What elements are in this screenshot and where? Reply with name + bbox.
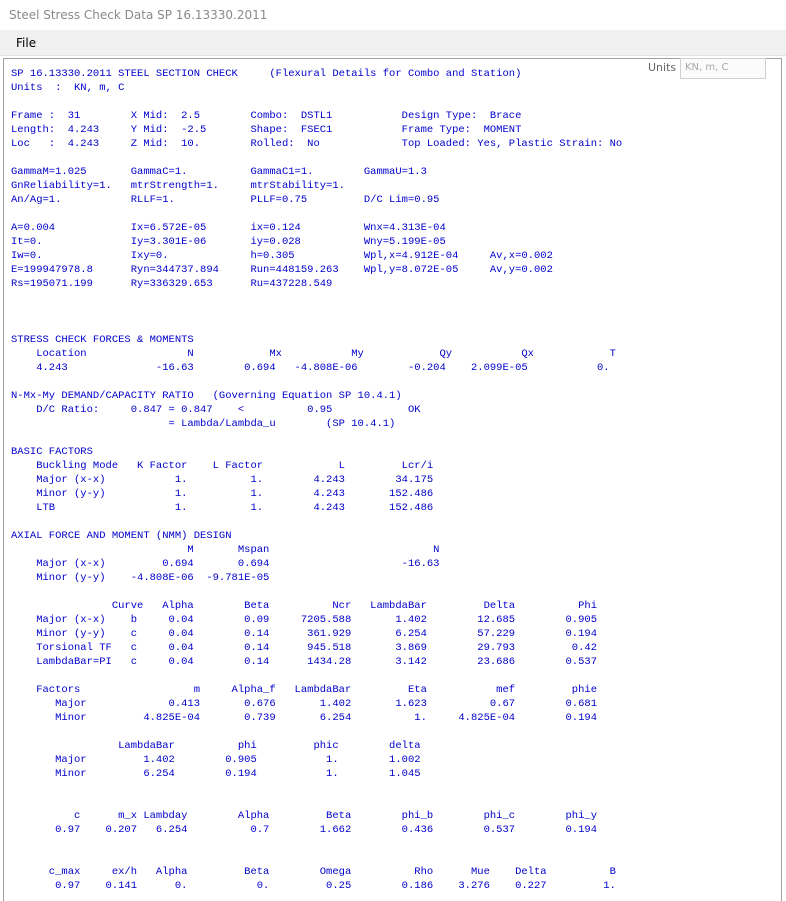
report-line: A=0.004 Ix=6.572E-05 ix=0.124 Wnx=4.313E-04 [11, 222, 446, 234]
report-line: E=199947978.8 Ryn=344737.894 Run=448159.263 Wpl,y=8.072E-05 Av,y=0.002 [11, 264, 553, 276]
report-line: Minor (y-y) 1. 1. 4.243 152.486 [11, 488, 434, 500]
report-line: It=0. Iy=3.301E-06 iy=0.028 Wny=5.199E-05 [11, 236, 446, 248]
report-line: Minor 4.825E-04 0.739 6.254 1. 4.825E-04 0.194 [11, 712, 597, 724]
report-line [11, 375, 781, 389]
report-line: Major 0.413 0.676 1.402 1.623 0.67 0.681 [11, 698, 597, 710]
menu-bar [0, 30, 786, 56]
report-line: N-Mx-My DEMAND/CAPACITY RATIO (Governing Equation SP 10.4.1) [11, 390, 402, 402]
report-line: An/Ag=1. RLLF=1. PLLF=0.75 D/C Lim=0.95 [11, 194, 440, 206]
units-label: Units [648, 61, 677, 74]
report-line: Loc : 4.243 Z Mid: 10. Rolled: No Top Loaded: Yes, Plastic Strain: No [11, 138, 623, 150]
report-line: LambdaBar phi phic delta [11, 740, 421, 752]
report-line: STRESS CHECK FORCES & MOMENTS [11, 334, 194, 346]
report-line: Major (x-x) 1. 1. 4.243 34.175 [11, 474, 434, 486]
report-line: Major 1.402 0.905 1. 1.002 [11, 754, 421, 766]
report-line: 4.243 -16.63 0.694 -4.808E-06 -0.204 2.099E-05 0. [11, 362, 610, 374]
report-line: Torsional TF c 0.04 0.14 945.518 3.869 29.793 0.42 [11, 642, 597, 654]
report-line: = Lambda/Lambda_u (SP 10.4.1) [11, 418, 396, 430]
report-line [11, 795, 781, 809]
report-line [11, 837, 781, 851]
report-line: BASIC FACTORS [11, 446, 93, 458]
report-line: Location N Mx My Qy Qx T [11, 348, 616, 360]
report-line: GnReliability=1. mtrStrength=1. mtrStability=1. [11, 180, 345, 192]
report-line [11, 207, 781, 221]
report-line [11, 291, 781, 305]
report-line: M Mspan N [11, 544, 440, 556]
report-line: Curve Alpha Beta Ncr LambdaBar Delta Phi [11, 600, 597, 612]
report-line: LambdaBar=PI c 0.04 0.14 1434.28 3.142 23.686 0.537 [11, 656, 597, 668]
units-select[interactable] [680, 58, 766, 79]
report-line: Length: 4.243 Y Mid: -2.5 Shape: FSEC1 Frame Type: MOMENT [11, 124, 522, 136]
report-line: 0.97 0.207 6.254 0.7 1.662 0.436 0.537 0.194 [11, 824, 597, 836]
report-line [11, 319, 781, 333]
units-value: KN, m, C [685, 62, 729, 73]
report-line: 0.97 0.141 0. 0. 0.25 0.186 3.276 0.227 1. [11, 880, 616, 892]
report-panel[interactable] [3, 58, 782, 901]
report-line: Buckling Mode K Factor L Factor L Lcr/i [11, 460, 434, 472]
report-line [11, 151, 781, 165]
report-line: AXIAL FORCE AND MOMENT (NMM) DESIGN [11, 530, 232, 542]
report-line: Factors m Alpha_f LambdaBar Eta mef phie [11, 684, 597, 696]
report-line: Minor 6.254 0.194 1. 1.045 [11, 768, 421, 780]
report-line: D/C Ratio: 0.847 = 0.847 < 0.95 OK [11, 404, 421, 416]
report-line [11, 851, 781, 865]
report-line [11, 585, 781, 599]
report-line: Rs=195071.199 Ry=336329.653 Ru=437228.549 [11, 278, 333, 290]
report-line: Units : KN, m, C [11, 82, 125, 94]
window-title: Steel Stress Check Data SP 16.13330.2011 [9, 8, 268, 22]
report-line [11, 305, 781, 319]
report-line: Major (x-x) 0.694 0.694 -16.63 [11, 558, 440, 570]
report-line [11, 431, 781, 445]
report-line: LTB 1. 1. 4.243 152.486 [11, 502, 434, 514]
report-line: SP 16.13330.2011 STEEL SECTION CHECK (Flexural Details for Combo and Station) [11, 68, 522, 80]
report-line [11, 781, 781, 795]
report-line [11, 515, 781, 529]
report-text [4, 59, 781, 893]
report-line: Minor (y-y) -4.808E-06 -9.781E-05 [11, 572, 270, 584]
report-line [11, 725, 781, 739]
report-line [11, 95, 781, 109]
report-line [11, 669, 781, 683]
report-line: Minor (y-y) c 0.04 0.14 361.929 6.254 57.229 0.194 [11, 628, 597, 640]
report-line: Frame : 31 X Mid: 2.5 Combo: DSTL1 Design Type: Brace [11, 110, 522, 122]
report-line: Iw=0. Ixy=0. h=0.305 Wpl,x=4.912E-04 Av,x=0.002 [11, 250, 553, 262]
window-title-bar [0, 0, 786, 30]
report-line: GammaM=1.025 GammaC=1. GammaC1=1. GammaU=1.3 [11, 166, 427, 178]
report-line: c m_x Lambday Alpha Beta phi_b phi_c phi_y [11, 810, 597, 822]
report-line: Major (x-x) b 0.04 0.09 7205.588 1.402 12.685 0.905 [11, 614, 597, 626]
report-line: c_max ex/h Alpha Beta Omega Rho Mue Delta B [11, 866, 616, 878]
menu-file[interactable]: File [16, 36, 37, 50]
